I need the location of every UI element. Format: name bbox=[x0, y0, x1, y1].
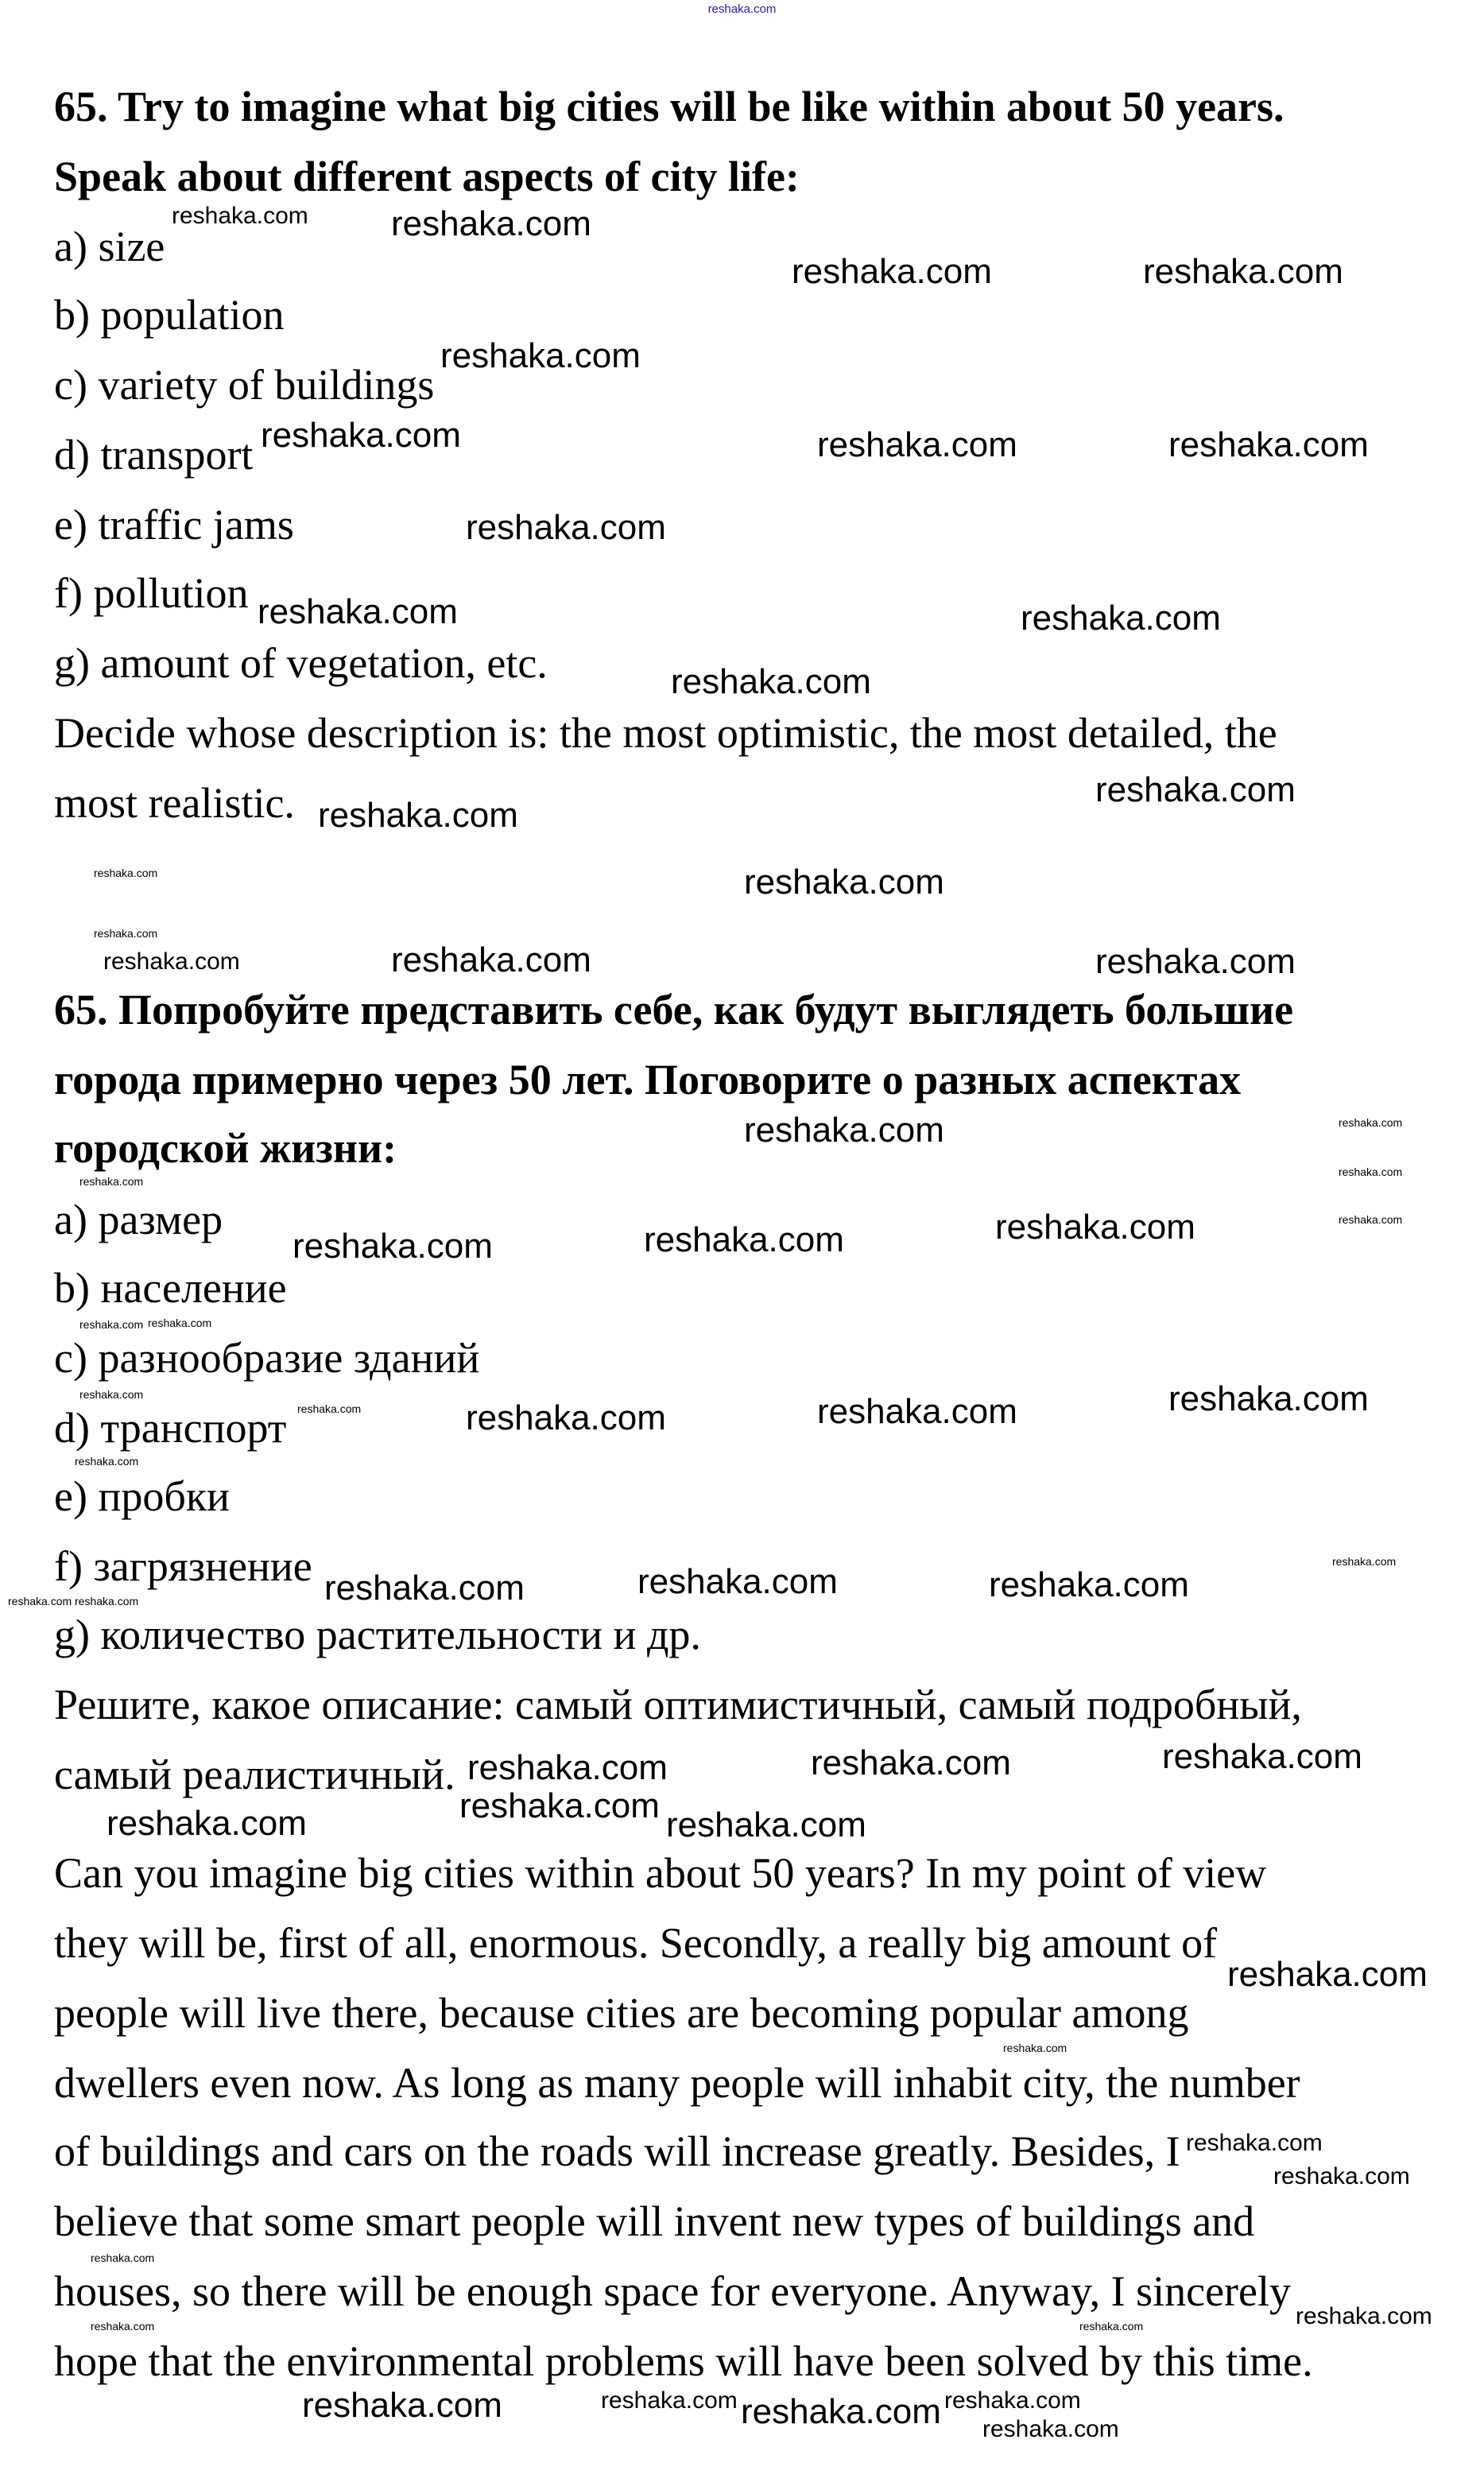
watermark: reshaka.com bbox=[297, 1402, 362, 1415]
watermark: reshaka.com bbox=[944, 2387, 1081, 2414]
aspect-item: d) transport bbox=[54, 431, 254, 479]
watermark: reshaka.com bbox=[293, 1227, 493, 1266]
watermark: reshaka.com bbox=[1339, 1213, 1403, 1226]
watermark: reshaka.com bbox=[989, 1565, 1189, 1604]
watermark: reshaka.com bbox=[91, 2320, 155, 2333]
aspect-item: a) размер bbox=[54, 1196, 223, 1243]
aspect-item: c) разнообразие зданий bbox=[54, 1334, 480, 1382]
aspect-item: e) пробки bbox=[54, 1472, 230, 1520]
watermark: reshaka.com bbox=[792, 252, 992, 291]
watermark: reshaka.com bbox=[258, 592, 458, 631]
watermark: reshaka.com bbox=[1168, 425, 1369, 464]
watermark: reshaka.com bbox=[744, 863, 944, 902]
answer-line: Can you imagine big cities within about 50 years? In my point of view bbox=[54, 1849, 1267, 1897]
aspect-item: c) variety of buildings bbox=[54, 361, 435, 409]
watermark: reshaka.com bbox=[1021, 599, 1221, 638]
watermark: reshaka.com bbox=[324, 1569, 525, 1607]
watermark: reshaka.com bbox=[1332, 1555, 1397, 1568]
watermark: reshaka.com bbox=[261, 416, 461, 455]
watermark: reshaka.com bbox=[1003, 2042, 1067, 2054]
watermark: reshaka.com bbox=[601, 2387, 738, 2414]
watermark: reshaka.com bbox=[1168, 1379, 1369, 1418]
watermark: reshaka.com bbox=[1273, 2163, 1410, 2189]
answer-line: dwellers even now. As long as many people will inhabit city, the number bbox=[54, 2059, 1300, 2107]
watermark: reshaka.com bbox=[741, 2392, 941, 2431]
watermark: reshaka.com bbox=[172, 203, 308, 229]
header-watermark: reshaka.com bbox=[707, 2, 777, 16]
watermark: reshaka.com bbox=[811, 1743, 1011, 1782]
watermark: reshaka.com bbox=[94, 927, 158, 940]
watermark: reshaka.com bbox=[1079, 2320, 1144, 2333]
aspect-item: b) population bbox=[54, 291, 285, 339]
aspect-item: b) население bbox=[54, 1264, 287, 1312]
instruction-line: самый реалистичный. bbox=[54, 1751, 455, 1798]
watermark: reshaka.com bbox=[459, 1786, 660, 1825]
answer-line: they will be, first of all, enormous. Secondly, a really big amount of bbox=[54, 1919, 1218, 1967]
instruction-line: most realistic. bbox=[54, 779, 295, 827]
watermark: reshaka.com bbox=[391, 204, 591, 243]
instruction-line: Решите, какое описание: самый оптимистичный, самый подробный, bbox=[54, 1681, 1302, 1728]
watermark: reshaka.com bbox=[75, 1595, 139, 1607]
watermark: reshaka.com bbox=[103, 948, 240, 975]
watermark: reshaka.com bbox=[466, 508, 666, 547]
watermark: reshaka.com bbox=[1162, 1737, 1362, 1776]
watermark: reshaka.com bbox=[744, 1111, 944, 1150]
watermark: reshaka.com bbox=[79, 1388, 144, 1401]
watermark: reshaka.com bbox=[817, 1392, 1017, 1431]
watermark: reshaka.com bbox=[1095, 942, 1296, 981]
watermark: reshaka.com bbox=[671, 662, 871, 701]
instruction-line: Decide whose description is: the most optimistic, the most detailed, the bbox=[54, 709, 1277, 757]
watermark: reshaka.com bbox=[666, 1805, 866, 1844]
aspect-item: e) traffic jams bbox=[54, 501, 294, 549]
watermark: reshaka.com bbox=[1227, 1955, 1428, 1994]
watermark: reshaka.com bbox=[995, 1208, 1195, 1247]
answer-line: believe that some smart people will invent new types of buildings and bbox=[54, 2197, 1255, 2245]
watermark: reshaka.com bbox=[467, 1748, 668, 1787]
watermark: reshaka.com bbox=[94, 867, 158, 879]
answer-line: hope that the environmental problems will have been solved by this time. bbox=[54, 2337, 1313, 2385]
watermark: reshaka.com bbox=[302, 2386, 502, 2425]
watermark: reshaka.com bbox=[1143, 252, 1343, 291]
watermark: reshaka.com bbox=[466, 1398, 666, 1437]
watermark: reshaka.com bbox=[148, 1317, 212, 1329]
task-title-line: 65. Попробуйте представить себе, как будут выглядеть большие bbox=[54, 986, 1294, 1034]
task-title-line: 65. Try to imagine what big cities will be like within about 50 years. bbox=[54, 83, 1284, 130]
answer-line: people will live there, because cities are becoming popular among bbox=[54, 1989, 1189, 2037]
watermark: reshaka.com bbox=[75, 1455, 139, 1468]
watermark: reshaka.com bbox=[8, 1595, 72, 1607]
aspect-item: d) транспорт bbox=[54, 1404, 287, 1452]
watermark: reshaka.com bbox=[1339, 1116, 1403, 1129]
answer-line: of buildings and cars on the roads will increase greatly. Besides, I bbox=[54, 2127, 1180, 2175]
watermark: reshaka.com bbox=[1339, 1165, 1403, 1178]
watermark: reshaka.com bbox=[644, 1220, 844, 1259]
aspect-item: f) загрязнение bbox=[54, 1542, 312, 1590]
task-title-line: городской жизни: bbox=[54, 1124, 397, 1172]
task-title-line: Speak about different aspects of city life: bbox=[54, 153, 800, 200]
watermark: reshaka.com bbox=[440, 336, 641, 375]
watermark: reshaka.com bbox=[107, 1804, 307, 1843]
watermark: reshaka.com bbox=[391, 940, 591, 979]
watermark: reshaka.com bbox=[318, 796, 518, 835]
watermark: reshaka.com bbox=[1296, 2303, 1432, 2329]
watermark: reshaka.com bbox=[91, 2251, 155, 2264]
watermark: reshaka.com bbox=[637, 1562, 838, 1601]
watermark: reshaka.com bbox=[1095, 770, 1296, 809]
watermark: reshaka.com bbox=[817, 425, 1017, 464]
watermark: reshaka.com bbox=[982, 2416, 1119, 2442]
watermark: reshaka.com bbox=[79, 1318, 144, 1331]
aspect-item: f) pollution bbox=[54, 569, 249, 617]
aspect-item: g) количество растительности и др. bbox=[54, 1611, 701, 1658]
aspect-item: a) size bbox=[54, 223, 165, 270]
aspect-item: g) amount of vegetation, etc. bbox=[54, 639, 548, 687]
answer-line: houses, so there will be enough space for everyone. Anyway, I sincerely bbox=[54, 2267, 1292, 2315]
task-title-line: города примерно через 50 лет. Поговорите о разных аспектах bbox=[54, 1056, 1242, 1103]
watermark: reshaka.com bbox=[1186, 2130, 1323, 2156]
watermark: reshaka.com bbox=[79, 1175, 144, 1188]
